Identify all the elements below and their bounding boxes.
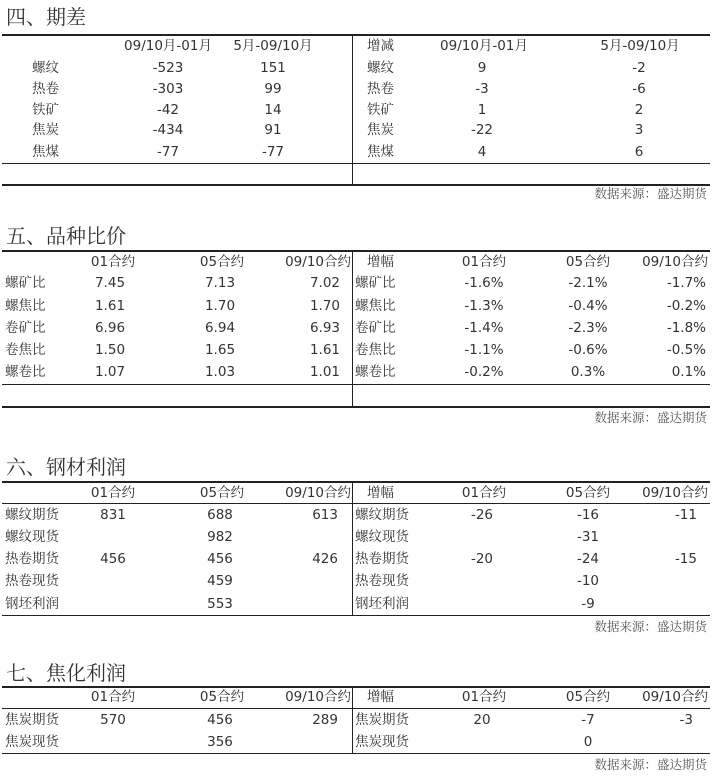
table-cell: 1.01 xyxy=(309,364,340,380)
table-cell: 6.93 xyxy=(309,320,340,336)
table-cell: 426 xyxy=(312,551,338,567)
table-cell: -1.8% xyxy=(666,320,706,336)
row-label: 热卷 xyxy=(32,81,59,97)
table-rule xyxy=(2,163,710,164)
row-label: 焦煤 xyxy=(32,144,59,160)
table-cell: 456 xyxy=(100,551,126,567)
table-cell: 0.1% xyxy=(671,364,706,380)
row-label: 热卷现货 xyxy=(5,573,59,589)
table-cell: -0.6% xyxy=(568,342,608,358)
column-header: 增幅 xyxy=(367,485,394,501)
table-cell: 1.03 xyxy=(204,364,236,380)
column-header: 01合约 xyxy=(90,254,136,270)
row-label: 焦炭期货 xyxy=(355,712,409,728)
row-label: 螺纹期货 xyxy=(5,507,59,523)
row-label: 螺焦比 xyxy=(5,298,46,314)
row-label: 焦炭 xyxy=(32,122,59,138)
table-cell: -9 xyxy=(581,596,595,612)
column-header: 05合约 xyxy=(565,689,611,705)
table-cell: -0.4% xyxy=(568,298,608,314)
table-cell: -31 xyxy=(576,529,600,545)
column-header: 05合约 xyxy=(199,254,245,270)
table-cell: 7.45 xyxy=(94,275,126,291)
table-cell: -2.3% xyxy=(568,320,608,336)
section-title-spread: 四、期差 xyxy=(6,5,86,29)
data-source-note: 数据来源：盛达期货 xyxy=(594,619,707,634)
section-title-coking-profit: 七、焦化利润 xyxy=(6,661,126,685)
column-header: 增减 xyxy=(367,38,394,54)
table-cell: 6.96 xyxy=(94,320,126,336)
row-label: 热卷期货 xyxy=(355,551,409,567)
section-title-ratio: 五、品种比价 xyxy=(6,224,126,248)
table-cell: -2 xyxy=(632,60,646,76)
table-cell: 0.3% xyxy=(570,364,606,380)
row-label: 焦煤 xyxy=(367,144,394,160)
row-label: 焦炭现货 xyxy=(355,734,409,750)
row-label: 热卷 xyxy=(367,81,394,97)
table-cell: -42 xyxy=(156,102,180,118)
table-cell: 831 xyxy=(100,507,126,523)
table-cell: -15 xyxy=(674,551,697,567)
table-cell: 1.65 xyxy=(204,342,236,358)
table-cell: 6.94 xyxy=(204,320,236,336)
table-cell: -1.1% xyxy=(464,342,504,358)
row-label: 螺纹现货 xyxy=(355,529,409,545)
table-cell: -3 xyxy=(679,712,693,728)
table-cell: 289 xyxy=(312,712,338,728)
row-label: 螺纹 xyxy=(32,60,59,76)
column-header: 01合约 xyxy=(461,689,507,705)
table-cell: 7.13 xyxy=(204,275,236,291)
row-label: 焦炭期货 xyxy=(5,712,59,728)
row-label: 热卷期货 xyxy=(5,551,59,567)
table-cell: 459 xyxy=(207,573,233,589)
table-bottom-rule xyxy=(2,753,710,754)
table-cell: -77 xyxy=(156,144,180,160)
table-cell: -6 xyxy=(632,81,646,97)
table-cell: -303 xyxy=(152,81,184,97)
table-cell: -11 xyxy=(674,507,697,523)
table-bottom-rule xyxy=(2,615,710,616)
table-cell: 3 xyxy=(634,122,644,138)
table-cell: -10 xyxy=(576,573,600,589)
column-header: 01合约 xyxy=(461,485,507,501)
row-label: 卷矿比 xyxy=(5,320,46,336)
column-header: 09/10合约 xyxy=(642,485,708,501)
row-label: 螺纹期货 xyxy=(355,507,409,523)
table-cell: 1.70 xyxy=(309,298,340,314)
table-cell: -0.5% xyxy=(666,342,706,358)
table-cell: 553 xyxy=(207,596,233,612)
table-cell: -0.2% xyxy=(464,364,504,380)
data-source-note: 数据来源：盛达期货 xyxy=(594,757,707,772)
column-header: 09/10合约 xyxy=(642,689,708,705)
column-header: 09/10合约 xyxy=(285,485,351,501)
column-header: 09/10月-01月 xyxy=(124,38,212,54)
column-header: 05合约 xyxy=(199,689,245,705)
row-label: 焦炭 xyxy=(367,122,394,138)
table-cell: 1.50 xyxy=(94,342,126,358)
table-cell: -1.6% xyxy=(464,275,504,291)
row-label: 焦炭现货 xyxy=(5,734,59,750)
table-top-rule xyxy=(2,250,710,252)
table-cell: -26 xyxy=(470,507,494,523)
table-cell: -1.3% xyxy=(464,298,504,314)
table-bottom-rule xyxy=(2,406,710,408)
section-title-steel-profit: 六、钢材利润 xyxy=(6,455,126,479)
table-cell: 2 xyxy=(634,102,644,118)
table-cell: 99 xyxy=(264,81,282,97)
table-rule xyxy=(2,503,710,504)
table-cell: -2.1% xyxy=(568,275,608,291)
table-cell: -523 xyxy=(152,60,184,76)
table-rule xyxy=(2,384,710,385)
row-label: 钢坯利润 xyxy=(355,596,409,612)
table-cell: 1.70 xyxy=(204,298,236,314)
table-cell: 14 xyxy=(264,102,282,118)
column-header: 09/10合约 xyxy=(285,254,351,270)
table-cell: -1.4% xyxy=(464,320,504,336)
column-header: 09/10合约 xyxy=(285,689,351,705)
table-cell: 20 xyxy=(473,712,491,728)
table-rule xyxy=(2,708,710,709)
table-divider xyxy=(352,687,353,753)
row-label: 铁矿 xyxy=(32,102,59,118)
table-top-rule xyxy=(2,481,710,483)
table-cell: 570 xyxy=(100,712,126,728)
column-header: 05合约 xyxy=(565,254,611,270)
table-cell: 456 xyxy=(207,551,233,567)
row-label: 卷焦比 xyxy=(5,342,46,358)
table-cell: 982 xyxy=(207,529,233,545)
table-cell: 1.07 xyxy=(94,364,126,380)
row-label: 螺卷比 xyxy=(5,364,46,380)
table-cell: 356 xyxy=(207,734,233,750)
table-cell: -24 xyxy=(576,551,600,567)
table-cell: 151 xyxy=(260,60,286,76)
table-cell: -20 xyxy=(470,551,494,567)
table-cell: 4 xyxy=(477,144,487,160)
data-source-note: 数据来源：盛达期货 xyxy=(594,410,707,425)
column-header: 05合约 xyxy=(199,485,245,501)
column-header: 5月-09/10月 xyxy=(600,38,680,54)
table-cell: -0.2% xyxy=(666,298,706,314)
table-cell: -1.7% xyxy=(666,275,706,291)
row-label: 卷矿比 xyxy=(355,320,396,336)
row-label: 螺纹现货 xyxy=(5,529,59,545)
column-header: 09/10合约 xyxy=(642,254,708,270)
table-cell: -434 xyxy=(152,122,184,138)
table-cell: 1.61 xyxy=(309,342,340,358)
table-cell: 7.02 xyxy=(309,275,340,291)
row-label: 螺焦比 xyxy=(355,298,396,314)
row-label: 螺矿比 xyxy=(355,275,396,291)
row-label: 铁矿 xyxy=(367,102,394,118)
table-cell: 91 xyxy=(264,122,282,138)
table-cell: 613 xyxy=(312,507,338,523)
data-source-note: 数据来源：盛达期货 xyxy=(594,186,707,201)
column-header: 01合约 xyxy=(90,689,136,705)
column-header: 增幅 xyxy=(367,689,394,705)
row-label: 螺纹 xyxy=(367,60,394,76)
table-cell: 9 xyxy=(477,60,487,76)
row-label: 钢坯利润 xyxy=(5,596,59,612)
row-label: 热卷现货 xyxy=(355,573,409,589)
table-cell: -77 xyxy=(261,144,285,160)
table-cell: 1 xyxy=(477,102,487,118)
table-cell: -22 xyxy=(470,122,494,138)
row-label: 螺卷比 xyxy=(355,364,396,380)
row-label: 螺矿比 xyxy=(5,275,46,291)
table-cell: -16 xyxy=(576,507,600,523)
table-top-rule xyxy=(2,34,710,36)
column-header: 09/10月-01月 xyxy=(440,38,528,54)
table-cell: 688 xyxy=(207,507,233,523)
row-label: 卷焦比 xyxy=(355,342,396,358)
column-header: 05合约 xyxy=(565,485,611,501)
column-header: 5月-09/10月 xyxy=(233,38,313,54)
column-header: 01合约 xyxy=(461,254,507,270)
table-cell: 456 xyxy=(207,712,233,728)
table-cell: -3 xyxy=(475,81,489,97)
column-header: 01合约 xyxy=(90,485,136,501)
table-cell: 0 xyxy=(583,734,593,750)
table-cell: -7 xyxy=(581,712,595,728)
table-cell: 6 xyxy=(634,144,644,160)
column-header: 增幅 xyxy=(367,254,394,270)
table-cell: 1.61 xyxy=(94,298,126,314)
